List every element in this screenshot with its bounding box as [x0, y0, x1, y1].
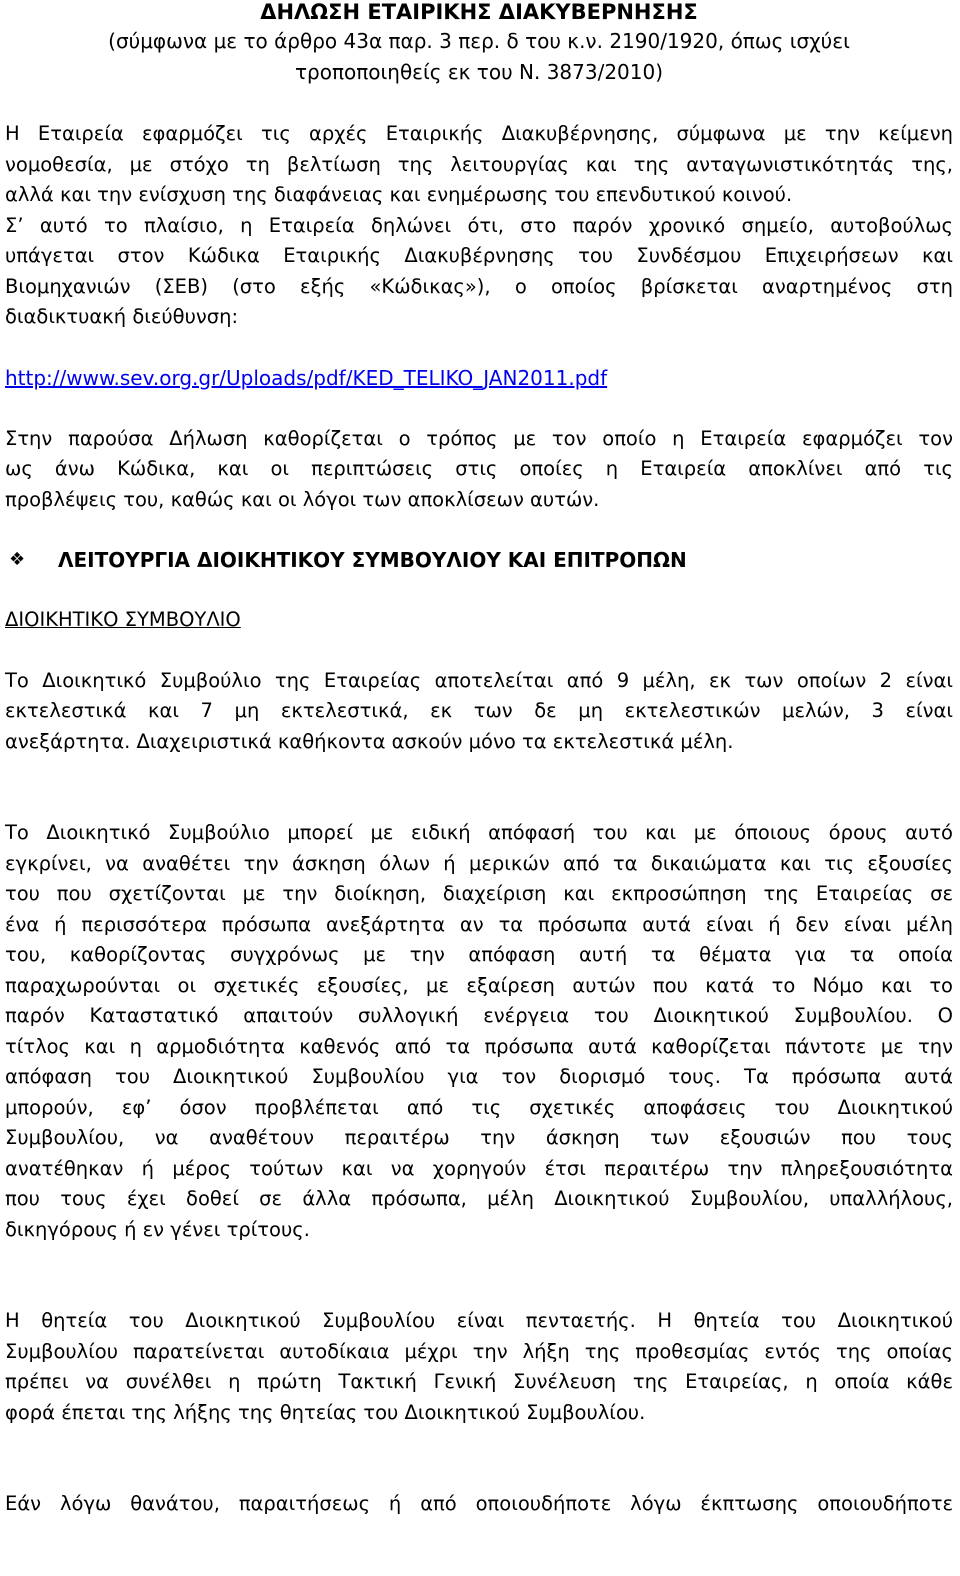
paragraph-line: ανεξάρτητα. Διαχειριστικά καθήκοντα ασκούν μόνο τα εκτελεστικά μέλη. — [5, 729, 734, 753]
paragraph-line: φορά έπεται της λήξης της θητείας του Διοικητικού Συμβουλίου. — [5, 1400, 646, 1424]
paragraph-line: του που σχετίζονται με την διοίκηση, διαχείριση και εκπροσώπηση της Εταιρείας σε — [5, 882, 953, 905]
paragraph-line: Η Εταιρεία εφαρμόζει τις αρχές Εταιρικής Διακυβέρνησης, σύμφωνα με την κείμενη — [5, 122, 953, 145]
paragraph-line: νομοθεσία, με στόχο τη βελτίωση της λειτουργίας και της ανταγωνιστικότητάς της, — [5, 152, 953, 176]
paragraph-line: ανατέθηκαν ή μέρος τούτων και να χορηγούν έτσι περαιτέρω την πληρεξουσιότητα — [5, 1156, 953, 1180]
paragraph-line: Το Διοικητικό Συμβούλιο μπορεί με ειδική απόφασή του και με όποιους όρους αυτό — [5, 821, 953, 844]
paragraph-line: τίτλος και η αρμοδιότητα καθενός από τα πρόσωπα αυτά καθορίζεται πάντοτε με την — [5, 1034, 953, 1058]
paragraph-line: Συμβουλίου, να αναθέτουν περαιτέρω την άσκηση των εξουσιών που τους — [5, 1126, 953, 1149]
paragraph-line: του, καθορίζοντας συγχρόνως με την απόφαση αυτή τα θέματα για τα οποία — [5, 943, 953, 966]
paragraph-line: ως άνω Κώδικα, και οι περιπτώσεις στις οποίες η Εταιρεία αποκλίνει από τις — [5, 457, 953, 480]
paragraph-line: Εάν λόγω θανάτου, παραιτήσεως ή από οποιουδήποτε λόγω έκπτωσης οποιουδήποτε — [5, 1492, 953, 1515]
board-paragraph — [5, 666, 953, 758]
sev-code-link[interactable]: http://www.sev.org.gr/Uploads/pdf/KED_TELIKO_JAN2011.pdf — [5, 365, 608, 390]
paragraph-line: παραχωρούνται οι σχετικές εξουσίες, με εξαίρεση αυτών που κατά το Νόμο και το — [5, 973, 953, 997]
intro-paragraph — [5, 119, 953, 211]
diamond-bullet-icon: ❖ — [9, 549, 26, 570]
delegation-paragraph — [5, 818, 953, 1245]
paragraph-line: απόφαση του Διοικητικού Συμβουλίου για τον διορισμό τους. Τα πρόσωπα αυτά — [5, 1065, 953, 1088]
subtitle-line: τροποποιηθείς εκ του Ν. 3873/2010) — [294, 60, 664, 84]
paragraph-line: ένα ή περισσότερα πρόσωπα ανεξάρτητα αν τα πρόσωπα αυτά είναι ή δεν είναι μέλη — [5, 912, 953, 936]
statement-paragraph — [5, 424, 953, 516]
paragraph-line: Η θητεία του Διοικητικού Συμβουλίου είναι πενταετής. Η θητεία του Διοικητικού — [5, 1309, 953, 1332]
paragraph-line: υπάγεται στον Κώδικα Εταιρικής Διακυβέρνησης του Συνδέσμου Επιχειρήσεων και — [5, 244, 953, 267]
paragraph-line: Συμβουλίου παρατείνεται αυτοδίκαια μέχρι την λήξη της προθεσμίας εντός της οποίας — [5, 1339, 953, 1363]
code-paragraph — [5, 211, 953, 333]
paragraph-line: μπορούν, εφ’ όσον προβλέπεται από τις σχετικές αποφάσεις του Διοικητικού — [5, 1095, 953, 1119]
paragraph-line: προβλέψεις του, καθώς και οι λόγοι των αποκλίσεων αυτών. — [5, 487, 600, 511]
paragraph-line: Σ’ αυτό το πλαίσιο, η Εταιρεία δηλώνει ότι, στο παρόν χρονικό σημείο, αυτοβούλως — [5, 213, 953, 237]
paragraph-line: πρέπει να συνέλθει η πρώτη Τακτική Γενική Συνέλευση της Εταιρείας, η οποία κάθε — [5, 1370, 953, 1393]
paragraph-line: διαδικτυακή διεύθυνση: — [5, 305, 239, 328]
section-heading: ΛΕΙΤΟΥΡΓΙΑ ΔΙΟΙΚΗΤΙΚΟΥ ΣΥΜΒΟΥΛΙΟΥ ΚΑΙ ΕΠΙΤΡΟΠΩΝ — [58, 548, 687, 572]
term-paragraph — [5, 1306, 953, 1428]
paragraph-line: παρόν Καταστατικό απαιτούν συλλογική ενέργεια του Διοικητικού Συμβουλίου. Ο — [5, 1004, 953, 1027]
section-heading-row — [5, 545, 953, 575]
paragraph-line: εγκρίνει, να αναθέτει την άσκηση όλων ή μερικών από τα δικαιώματα και τις εξουσίες — [5, 851, 953, 875]
paragraph-line: δικηγόρους ή εν γένει τρίτους. — [5, 1217, 310, 1241]
paragraph-line: Στην παρούσα Δήλωση καθορίζεται ο τρόπος με τον οποίο η Εταιρεία εφαρμόζει τον — [5, 426, 953, 450]
document-title: ΔΗΛΩΣΗ ΕΤΑΙΡΙΚΗΣ ΔΙΑΚΥΒΕΡΝΗΣΗΣ — [260, 0, 698, 24]
paragraph-line: Το Διοικητικό Συμβούλιο της Εταιρείας αποτελείται από 9 μέλη, εκ των οποίων 2 είναι — [5, 668, 953, 692]
paragraph-line: εκτελεστικά και 7 μη εκτελεστικά, εκ των δε μη εκτελεστικών μελών, 3 είναι — [5, 699, 953, 722]
paragraph-line: που τους έχει δοθεί σε άλλα πρόσωπα, μέλη Διοικητικού Συμβουλίου, υπαλλήλους, — [5, 1187, 953, 1210]
paragraph-line: αλλά και την ενίσχυση της διαφάνειας και ενημέρωσης του επενδυτικού κοινού. — [5, 183, 793, 206]
subheading-board: ΔΙΟΙΚΗΤΙΚΟ ΣΥΜΒΟΥΛΙΟ — [5, 608, 241, 631]
paragraph-line: Βιομηχανιών (ΣΕΒ) (στο εξής «Κώδικας»), ο οποίος βρίσκεται αναρτημένος στη — [5, 274, 953, 298]
subtitle-line: (σύμφωνα με το άρθρο 43α παρ. 3 περ. δ του κ.ν. 2190/1920, όπως ισχύει — [108, 29, 850, 53]
